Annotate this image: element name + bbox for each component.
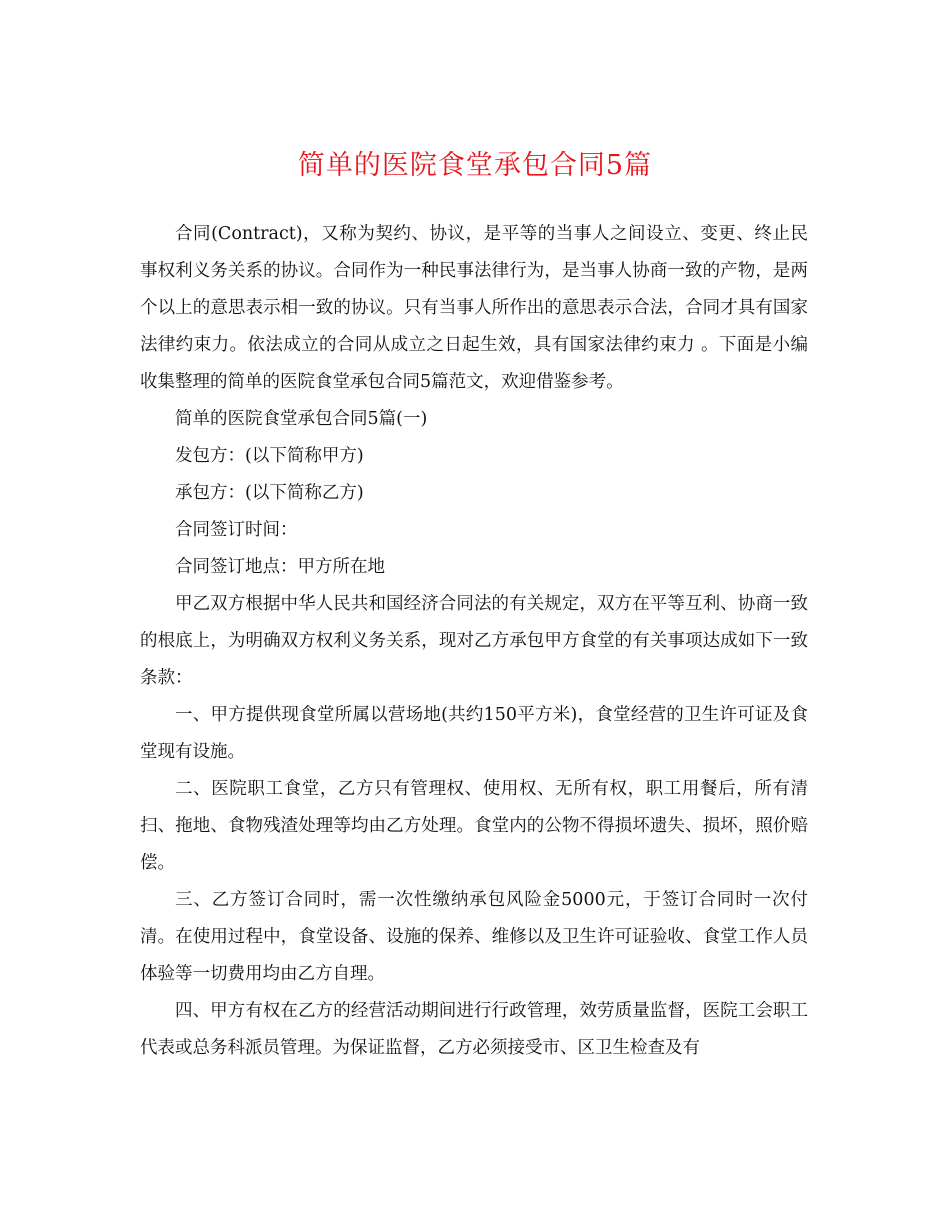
paragraph-clause-1: 一、甲方提供现食堂所属以营场地(共约150平方米)，食堂经营的卫生许可证及食堂现有设施。: [140, 705, 808, 762]
paragraph-sign-time: 合同签订时间：: [175, 520, 298, 540]
paragraph-intro: 合同(Contract)，又称为契约、协议，是平等的当事人之间设立、变更、终止民事权利义务关系的协议。合同作为一种民事法律行为，是当事人协商一致的产物，是两个以上的意思表示相一致的协议。只有当事人所作出的意思表示合法，合同才具有国家法律约束力。依法成立的合同从成立之日起生效，具有国家法律约束力 。下面是小编收集整理的简单的医院食堂承包合同5篇范文，欢迎借鉴参考。: [140, 224, 808, 392]
document-title: 简单的医院食堂承包合同5篇: [297, 150, 653, 181]
document-body: [140, 216, 808, 1067]
paragraph-sign-place: 合同签订地点：甲方所在地: [175, 557, 385, 577]
paragraph-clause-3: 三、乙方签订合同时，需一次性缴纳承包风险金5000元，于签订合同时一次付清。在使用过程中，食堂设备、设施的保养、维修以及卫生许可证验收、食堂工作人员体验等一切费用均由乙方自理。: [140, 890, 808, 984]
paragraph-party-a: 发包方：(以下简称甲方): [175, 446, 364, 466]
paragraph-party-b: 承包方：(以下简称乙方): [175, 483, 364, 503]
paragraph-clause-2: 二、医院职工食堂，乙方只有管理权、使用权、无所有权，职工用餐后，所有清扫、拖地、食物残渣处理等均由乙方处理。食堂内的公物不得损坏遗失、损坏，照价赔偿。: [140, 779, 808, 873]
paragraph-section-heading: 简单的医院食堂承包合同5篇(一): [175, 409, 428, 429]
paragraph-preamble: 甲乙双方根据中华人民共和国经济合同法的有关规定，双方在平等互利、协商一致的根底上，为明确双方权利义务关系，现对乙方承包甲方食堂的有关事项达成如下一致条款：: [140, 594, 808, 688]
paragraph-clause-4: 四、甲方有权在乙方的经营活动期间进行行政管理，效劳质量监督，医院工会职工代表或总务科派员管理。为保证监督，乙方必须接受市、区卫生检查及有: [140, 1001, 808, 1058]
